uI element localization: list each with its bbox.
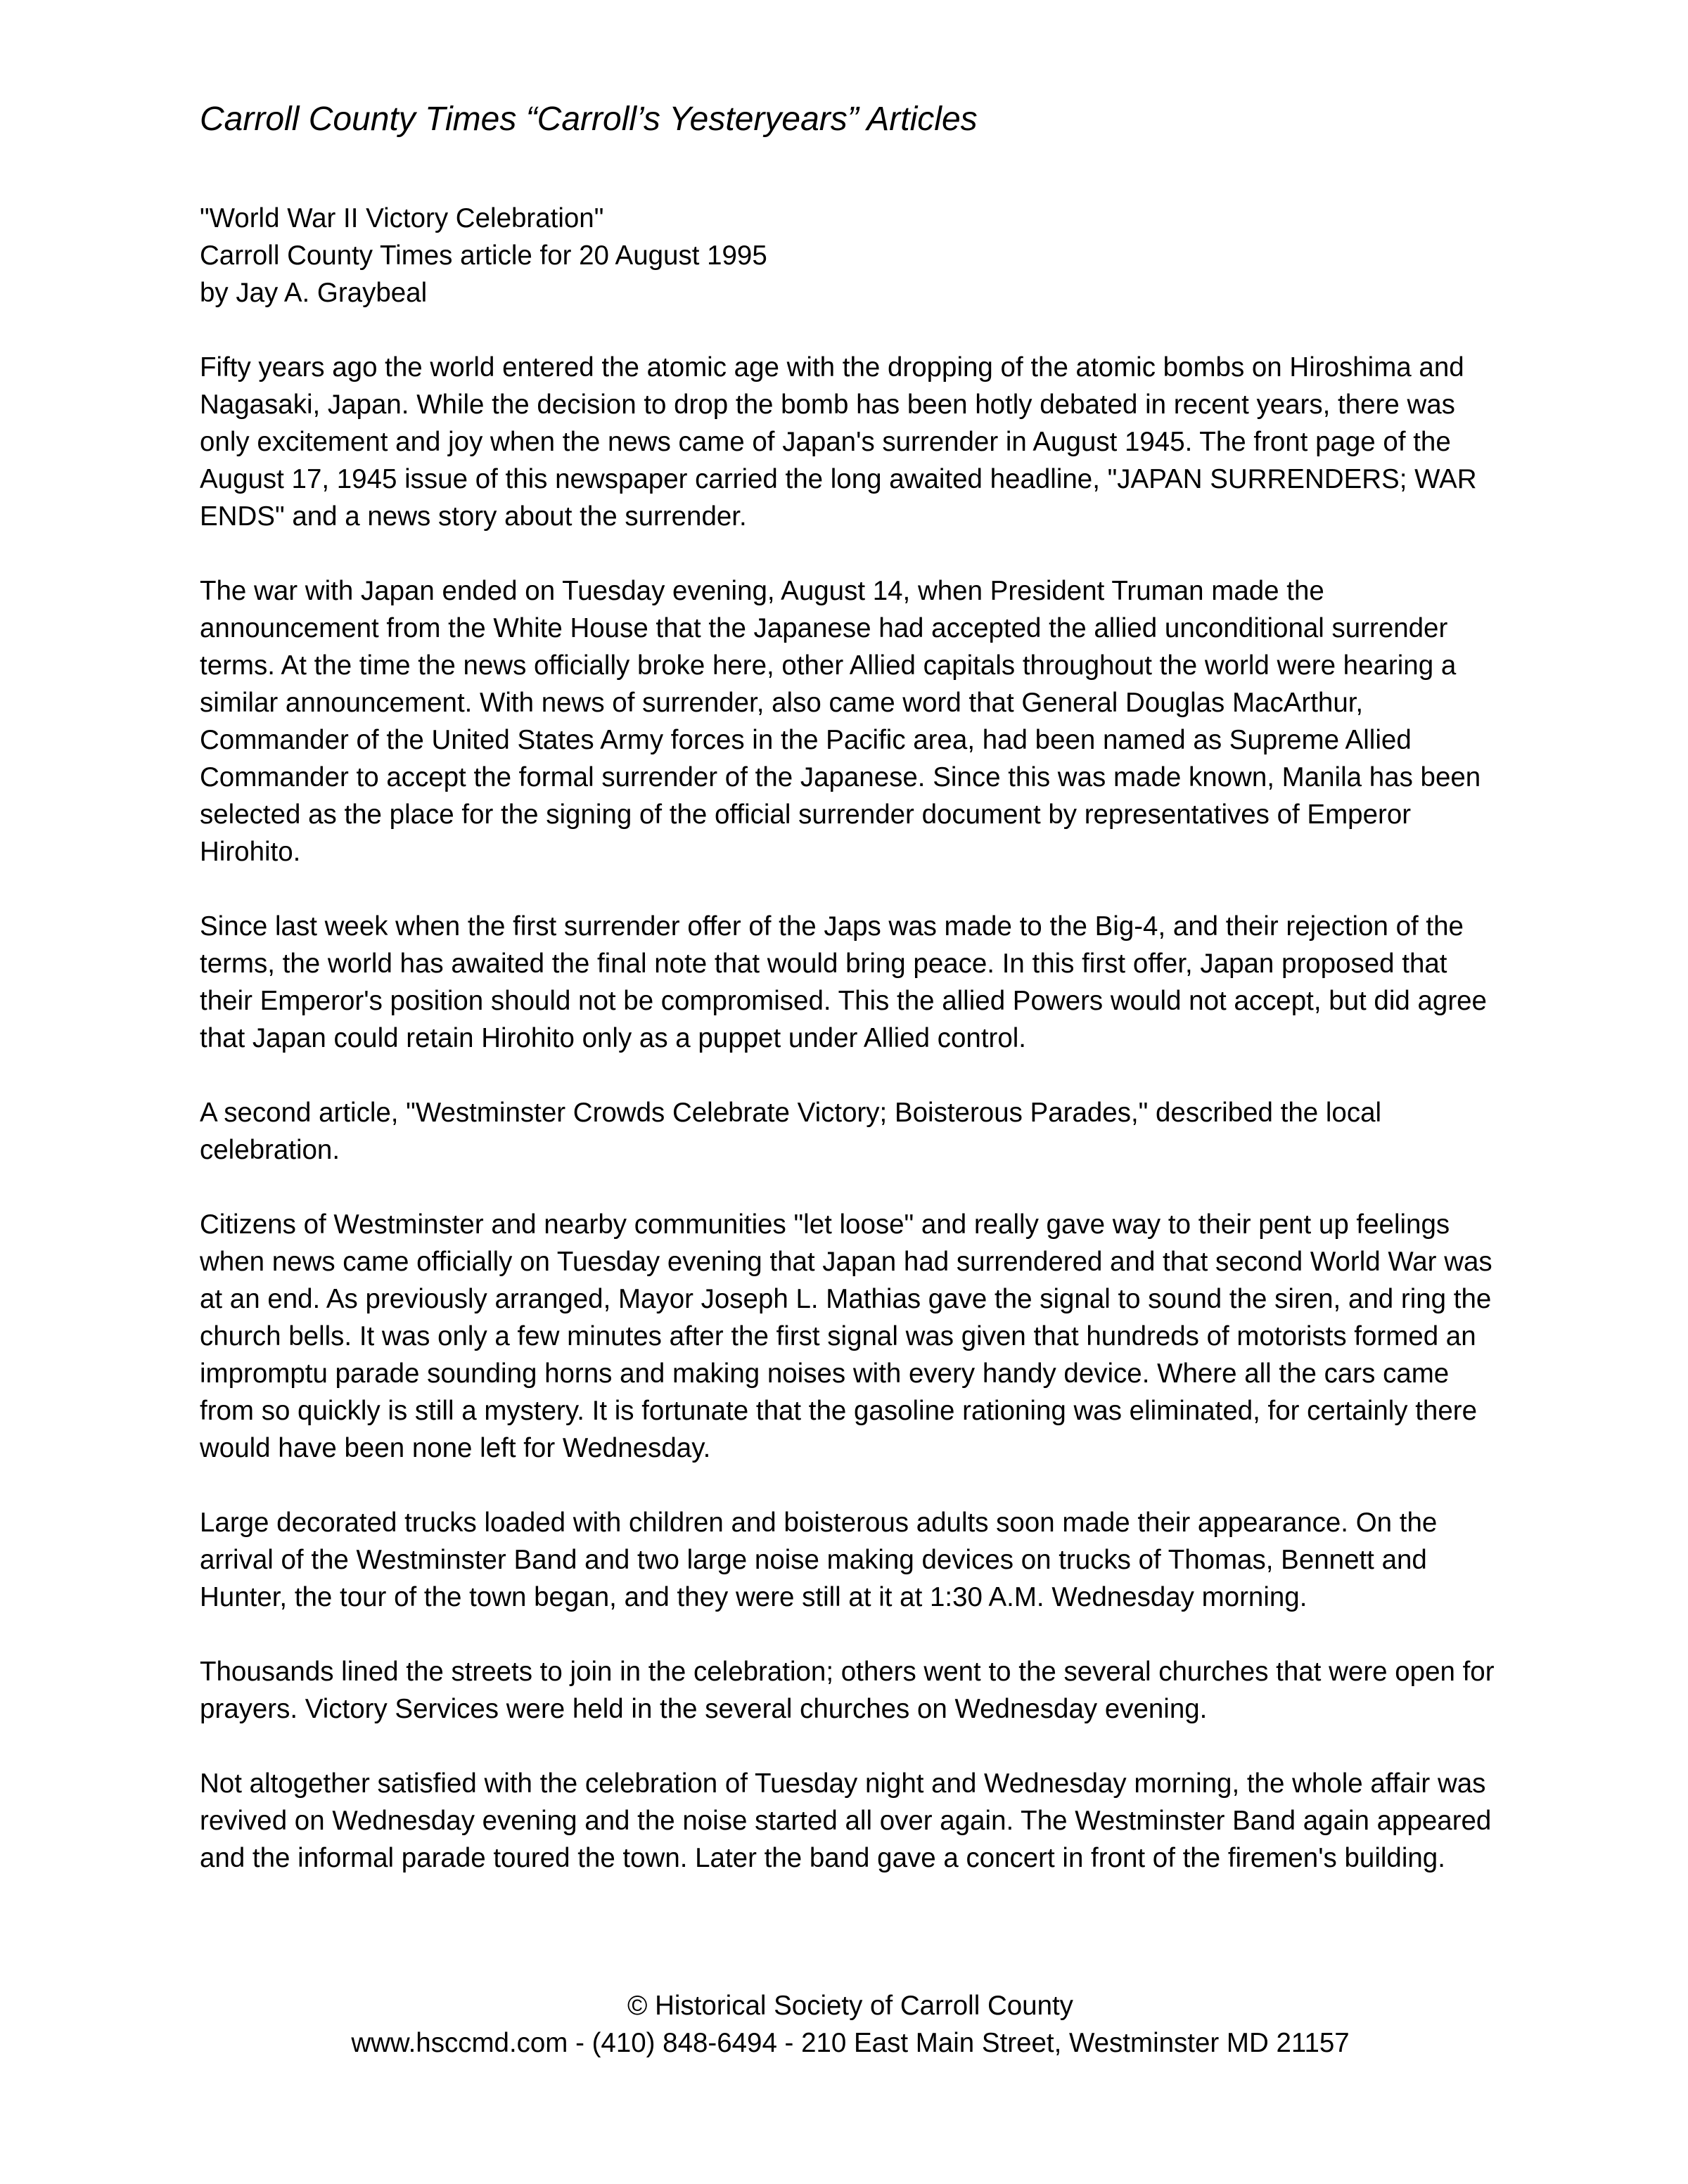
article-byline: by Jay A. Graybeal (200, 278, 428, 308)
article-meta (200, 200, 1501, 311)
footer-copyright: © Historical Society of Carroll County (627, 1991, 1073, 2021)
article-paragraph: Large decorated trucks loaded with children and boisterous adults soon made their appearance. On the arrival of the Westminster Band and two large noise making devices on trucks of Thomas, Bennett and Hunter, the tour of the town began, and they were still at it at 1:30 A.M. Wednesday morning. (200, 1508, 1438, 1612)
article-paragraph: Since last week when the first surrender offer of the Japs was made to the Big-4, and their rejection of the terms, the world has awaited the final note that would bring peace. In this first offer, Japan proposed that their Emperor's position should not be compromised. This the allied Powers would not accept, but did agree that Japan could retain Hirohito only as a puppet under Allied control. (200, 911, 1487, 1053)
article-paragraph: Thousands lined the streets to join in the celebration; others went to the several churches that were open for prayers. Victory Services were held in the several churches on Wednesday evening. (200, 1657, 1495, 1724)
article-title: "World War II Victory Celebration" (200, 203, 604, 233)
page-footer (200, 1987, 1501, 2062)
article-paragraph: A second article, "Westminster Crowds Celebrate Victory; Boisterous Parades," described the local celebration. (200, 1098, 1382, 1165)
article-body (200, 200, 1501, 1877)
article-paragraph: Citizens of Westminster and nearby communities "let loose" and really gave way to their pent up feelings when news came officially on Tuesday evening that Japan had surrendered and that second World War was at an end. As previously arranged, Mayor Joseph L. Mathias gave the signal to sound the siren, and ring the church bells. It was only a few minutes after the first signal was given that hundreds of motorists formed an impromptu parade sounding horns and making noises with every handy device. Where all the cars came from so quickly is still a mystery. It is fortunate that the gasoline rationing was eliminated, for certainly there would have been none left for Wednesday. (200, 1209, 1492, 1463)
article-paragraph: Fifty years ago the world entered the atomic age with the dropping of the atomic bombs on Hiroshima and Nagasaki, Japan. While the decision to drop the bomb has been hotly debated in recent years, there was only excitement and joy when the news came of Japan's surrender in August 1945. The front page of the August 17, 1945 issue of this newspaper carried the long awaited headline, "JAPAN SURRENDERS; WAR ENDS" and a news story about the surrender. (200, 352, 1477, 532)
series-title: Carroll County Times “Carroll’s Yesteryears” Articles (200, 101, 978, 138)
article-publication: Carroll County Times article for 20 August 1995 (200, 240, 767, 271)
article-paragraph: The war with Japan ended on Tuesday evening, August 14, when President Truman made the announcement from the White House that the Japanese had accepted the allied unconditional surrender terms. At the time the news officially broke here, other Allied capitals throughout the world were hearing a similar announcement. With news of surrender, also came word that General Douglas MacArthur, Commander of the United States Army forces in the Pacific area, had been named as Supreme Allied Commander to accept the formal surrender of the Japanese. Since this was made known, Manila has been selected as the place for the signing of the official surrender document by representatives of Emperor Hirohito. (200, 576, 1481, 867)
footer-contact: www.hsccmd.com - (410) 848-6494 - 210 East Main Street, Westminster MD 21157 (351, 2028, 1350, 2058)
article-paragraph: Not altogether satisfied with the celebration of Tuesday night and Wednesday morning, the whole affair was revived on Wednesday evening and the noise started all over again. The Westminster Band again appeared and the informal parade toured the town. Later the band gave a concert in front of the firemen's building. (200, 1768, 1492, 1873)
